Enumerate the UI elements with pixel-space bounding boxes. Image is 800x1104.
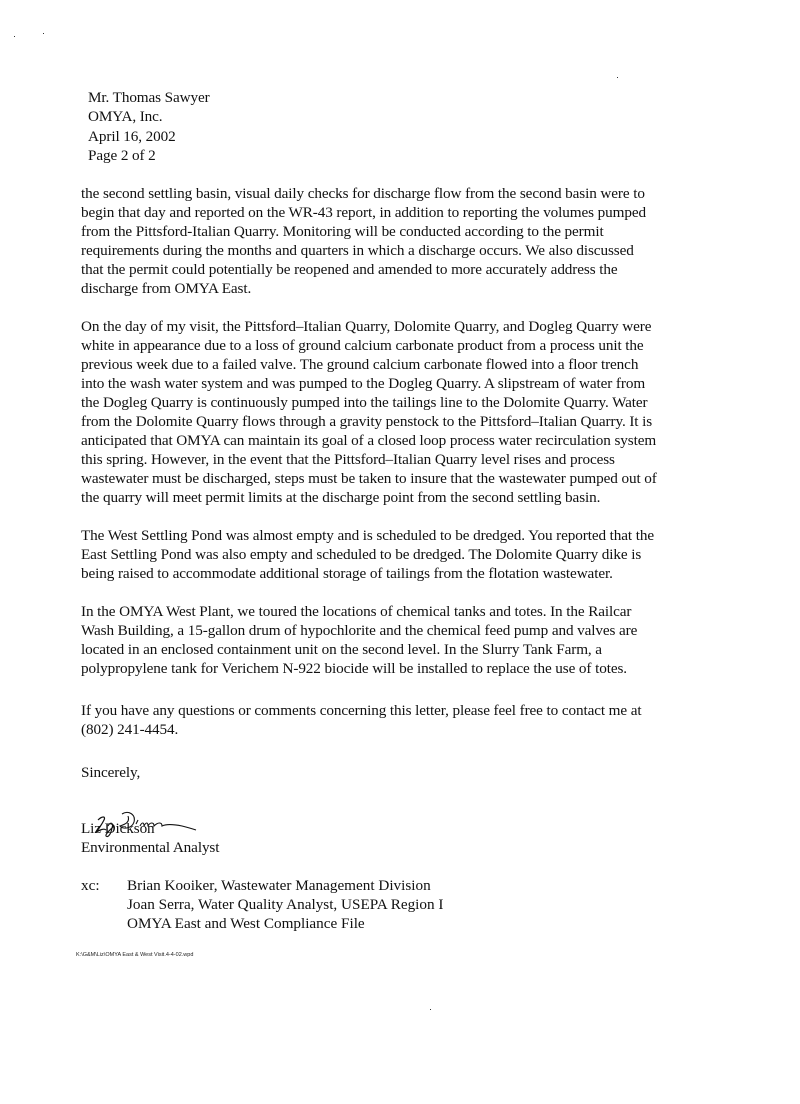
paragraph-line: the second settling basin, visual daily checks for discharge flow from the second basin were to	[81, 185, 645, 202]
scan-speck	[43, 33, 44, 34]
paragraph-line: white in appearance due to a loss of ground calcium carbonate product from a process unit the	[81, 337, 644, 354]
paragraph-line: polypropylene tank for Verichem N-922 biocide will be installed to replace the use of totes.	[81, 660, 627, 677]
signer-title: Environmental Analyst	[81, 839, 220, 856]
recipient-company: OMYA, Inc.	[88, 108, 163, 125]
closing-salutation: Sincerely,	[81, 764, 141, 781]
paragraph-line: that the permit could potentially be reopened and amended to more accurately address the	[81, 261, 618, 278]
paragraph-line: On the day of my visit, the Pittsford–Italian Quarry, Dolomite Quarry, and Dogleg Quarry were	[81, 318, 652, 335]
paragraph-line: In the OMYA West Plant, we toured the locations of chemical tanks and totes. In the Railcar	[81, 603, 632, 620]
paragraph-line: being raised to accommodate additional storage of tailings from the flotation wastewater.	[81, 565, 613, 582]
paragraph-line: the Dogleg Quarry is continuously pumped into the tailings line to the Dolomite Quarry. Water	[81, 394, 648, 411]
paragraph-line: (802) 241-4454.	[81, 721, 179, 738]
paragraph-line: anticipated that OMYA can maintain its goal of a closed loop process water recirculation system	[81, 432, 657, 449]
paragraph-line: from the Pittsford-Italian Quarry. Monitoring will be conducted according to the permit	[81, 223, 604, 240]
scan-speck	[14, 36, 15, 37]
recipient-name: Mr. Thomas Sawyer	[88, 89, 210, 106]
signer-name: Liz Dickson	[81, 820, 155, 837]
paragraph-line: discharge from OMYA East.	[81, 280, 252, 297]
paragraph-line: this spring. However, in the event that the Pittsford–Italian Quarry level rises and process	[81, 451, 615, 468]
page-number: Page 2 of 2	[88, 147, 156, 164]
paragraph-line: The West Settling Pond was almost empty and is scheduled to be dredged. You reported that the	[81, 527, 654, 544]
paragraph-line: begin that day and reported on the WR-43 report, in addition to reporting the volumes pumped	[81, 204, 646, 221]
paragraph-line: wastewater must be discharged, steps must be taken to insure that the wastewater pumped out of	[81, 470, 657, 487]
paragraph-line: If you have any questions or comments concerning this letter, please feel free to contact me at	[81, 702, 642, 719]
paragraph-line: East Settling Pond was also empty and scheduled to be dredged. The Dolomite Quarry dike is	[81, 546, 642, 563]
paragraph-line: requirements during the months and quarters in which a discharge occurs. We also discussed	[81, 242, 634, 259]
paragraph-line: from the Dolomite Quarry flows through a gravity penstock to the Pittsford–Italian Quarry. It is	[81, 413, 653, 430]
cc-label: xc:	[81, 877, 100, 894]
paragraph-line: into the wash water system and was pumped to the Dogleg Quarry. A slipstream of water from	[81, 375, 646, 392]
cc-recipient: Brian Kooiker, Wastewater Management Division	[127, 877, 431, 894]
scan-speck	[430, 1009, 431, 1010]
paragraph-line: Wash Building, a 15-gallon drum of hypochlorite and the chemical feed pump and valves are	[81, 622, 638, 639]
letter-date: April 16, 2002	[88, 128, 176, 145]
paragraph-line: the quarry will meet permit limits at the discharge point from the second settling basin.	[81, 489, 601, 506]
cc-recipient: Joan Serra, Water Quality Analyst, USEPA Region I	[127, 896, 444, 913]
scan-speck	[617, 77, 618, 78]
file-path-footer: K:\G&M\Liz\OMYA East & West Visit.4-4-02.wpd	[76, 952, 194, 958]
cc-recipient: OMYA East and West Compliance File	[127, 915, 365, 932]
paragraph-line: previous week due to a failed valve. The ground calcium carbonate flowed into a floor trench	[81, 356, 639, 373]
paragraph-line: located in an enclosed containment unit on the second level. In the Slurry Tank Farm, a	[81, 641, 602, 658]
